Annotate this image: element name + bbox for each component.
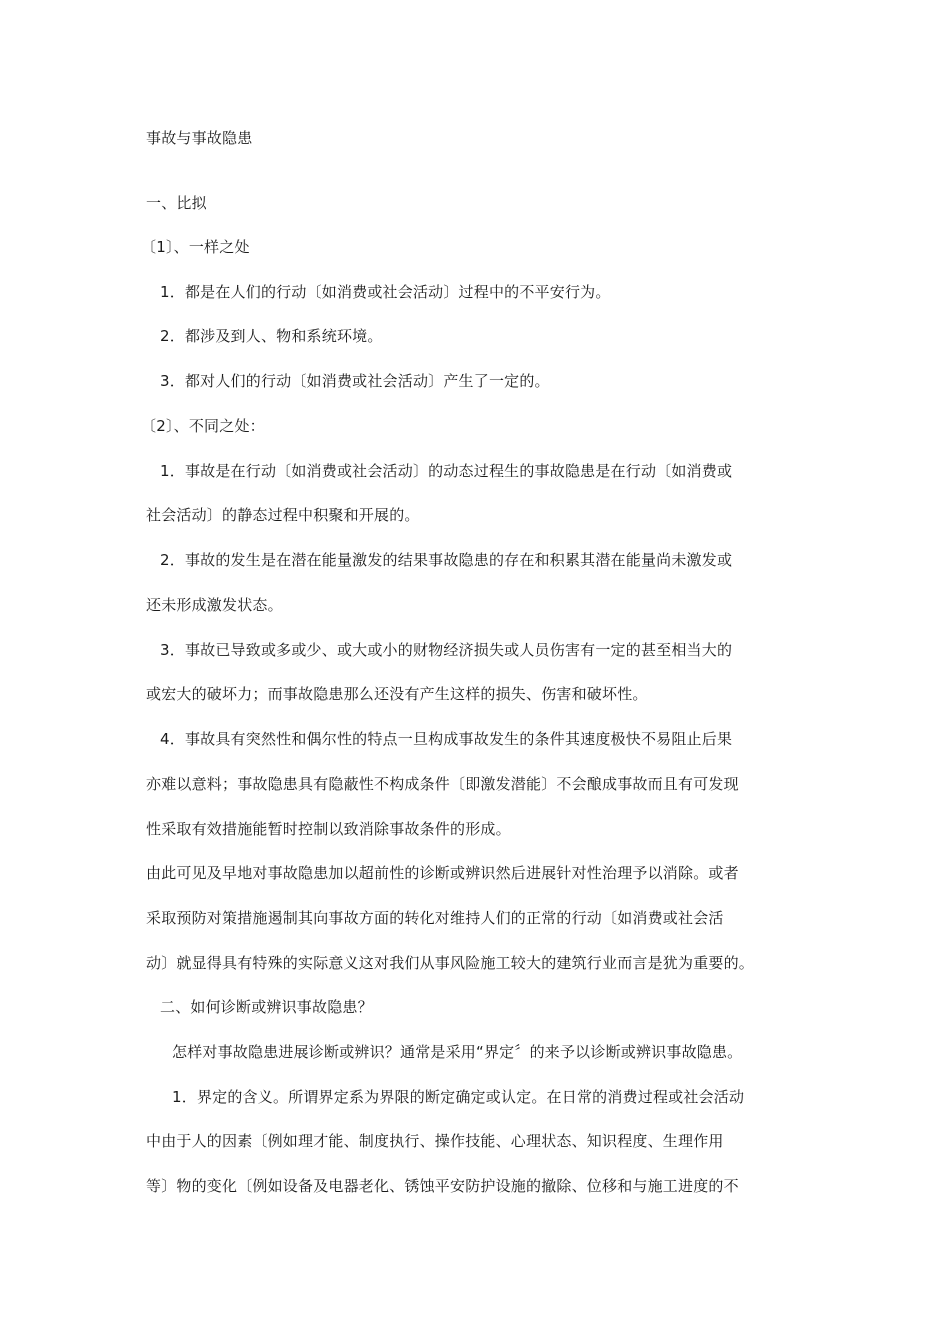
difference-item-2-line-2: 还未形成激发状态。	[146, 596, 283, 614]
difference-item-1-line-2: 社会活动〕的静态过程中积聚和开展的。	[146, 506, 420, 524]
subsection-heading-differences: 〔2〕、不同之处：	[141, 417, 265, 435]
similarity-item-2: 2．都涉及到人、物和系统环境。	[160, 327, 383, 345]
difference-item-4-line-1: 4．事故具有突然性和偶尔性的特点一旦构成事故发生的条件其速度极快不易阻止后果	[160, 730, 733, 748]
difference-item-4-line-3: 性采取有效措施能暂时控制以致消除事故条件的形成。	[146, 820, 511, 838]
difference-item-3-line-1: 3．事故已导致或多或少、或大或小的财物经济损失或人员伤害有一定的甚至相当大的	[160, 641, 733, 659]
conclusion-line-3: 动〕就显得具有特殊的实际意义这对我们从事风险施工较大的建筑行业而言是犹为重要的。	[146, 954, 755, 972]
difference-item-1-line-1: 1．事故是在行动〔如消费或社会活动〕的动态过程生的事故隐患是在行动〔如消费或	[160, 462, 733, 480]
similarity-item-3: 3．都对人们的行动〔如消费或社会活动〕产生了一定的。	[160, 372, 550, 390]
conclusion-line-2: 采取预防对策措施遏制其向事故方面的转化对维持人们的正常的行动〔如消费或社会活	[146, 909, 724, 927]
section-heading-diagnosis: 二、如何诊断或辨识事故隐患？	[160, 998, 373, 1016]
diagnosis-intro: 怎样对事故隐患进展诊断或辨识？通常是采用“界定〞的来予以诊断或辨识事故隐患。	[172, 1043, 743, 1061]
similarity-item-1: 1．都是在人们的行动〔如消费或社会活动〕过程中的不平安行为。	[160, 283, 611, 301]
conclusion-line-1: 由此可见及早地对事故隐患加以超前性的诊断或辨识然后进展针对性治理予以消除。或者	[146, 864, 739, 882]
definition-line-2: 中由于人的因素〔例如理才能、制度执行、操作技能、心理状态、知识程度、生理作用	[146, 1132, 724, 1150]
definition-line-1: 1．界定的含义。所谓界定系为界限的断定确定或认定。在日常的消费过程或社会活动	[172, 1088, 745, 1106]
definition-line-3: 等〕物的变化〔例如设备及电器老化、锈蚀平安防护设施的撤除、位移和与施工进度的不	[146, 1177, 739, 1195]
difference-item-3-line-2: 或宏大的破坏力；而事故隐患那么还没有产生这样的损失、伤害和破坏性。	[146, 685, 648, 703]
difference-item-4-line-2: 亦难以意料；事故隐患具有隐蔽性不构成条件〔即激发潜能〕不会酿成事故而且有可发现	[146, 775, 739, 793]
section-heading-comparison: 一、比拟	[146, 194, 207, 212]
difference-item-2-line-1: 2．事故的发生是在潜在能量激发的结果事故隐患的存在和积累其潜在能量尚未激发或	[160, 551, 733, 569]
subsection-heading-similarities: 〔1〕、一样之处	[141, 238, 250, 256]
document-title: 事故与事故隐患	[146, 129, 253, 147]
